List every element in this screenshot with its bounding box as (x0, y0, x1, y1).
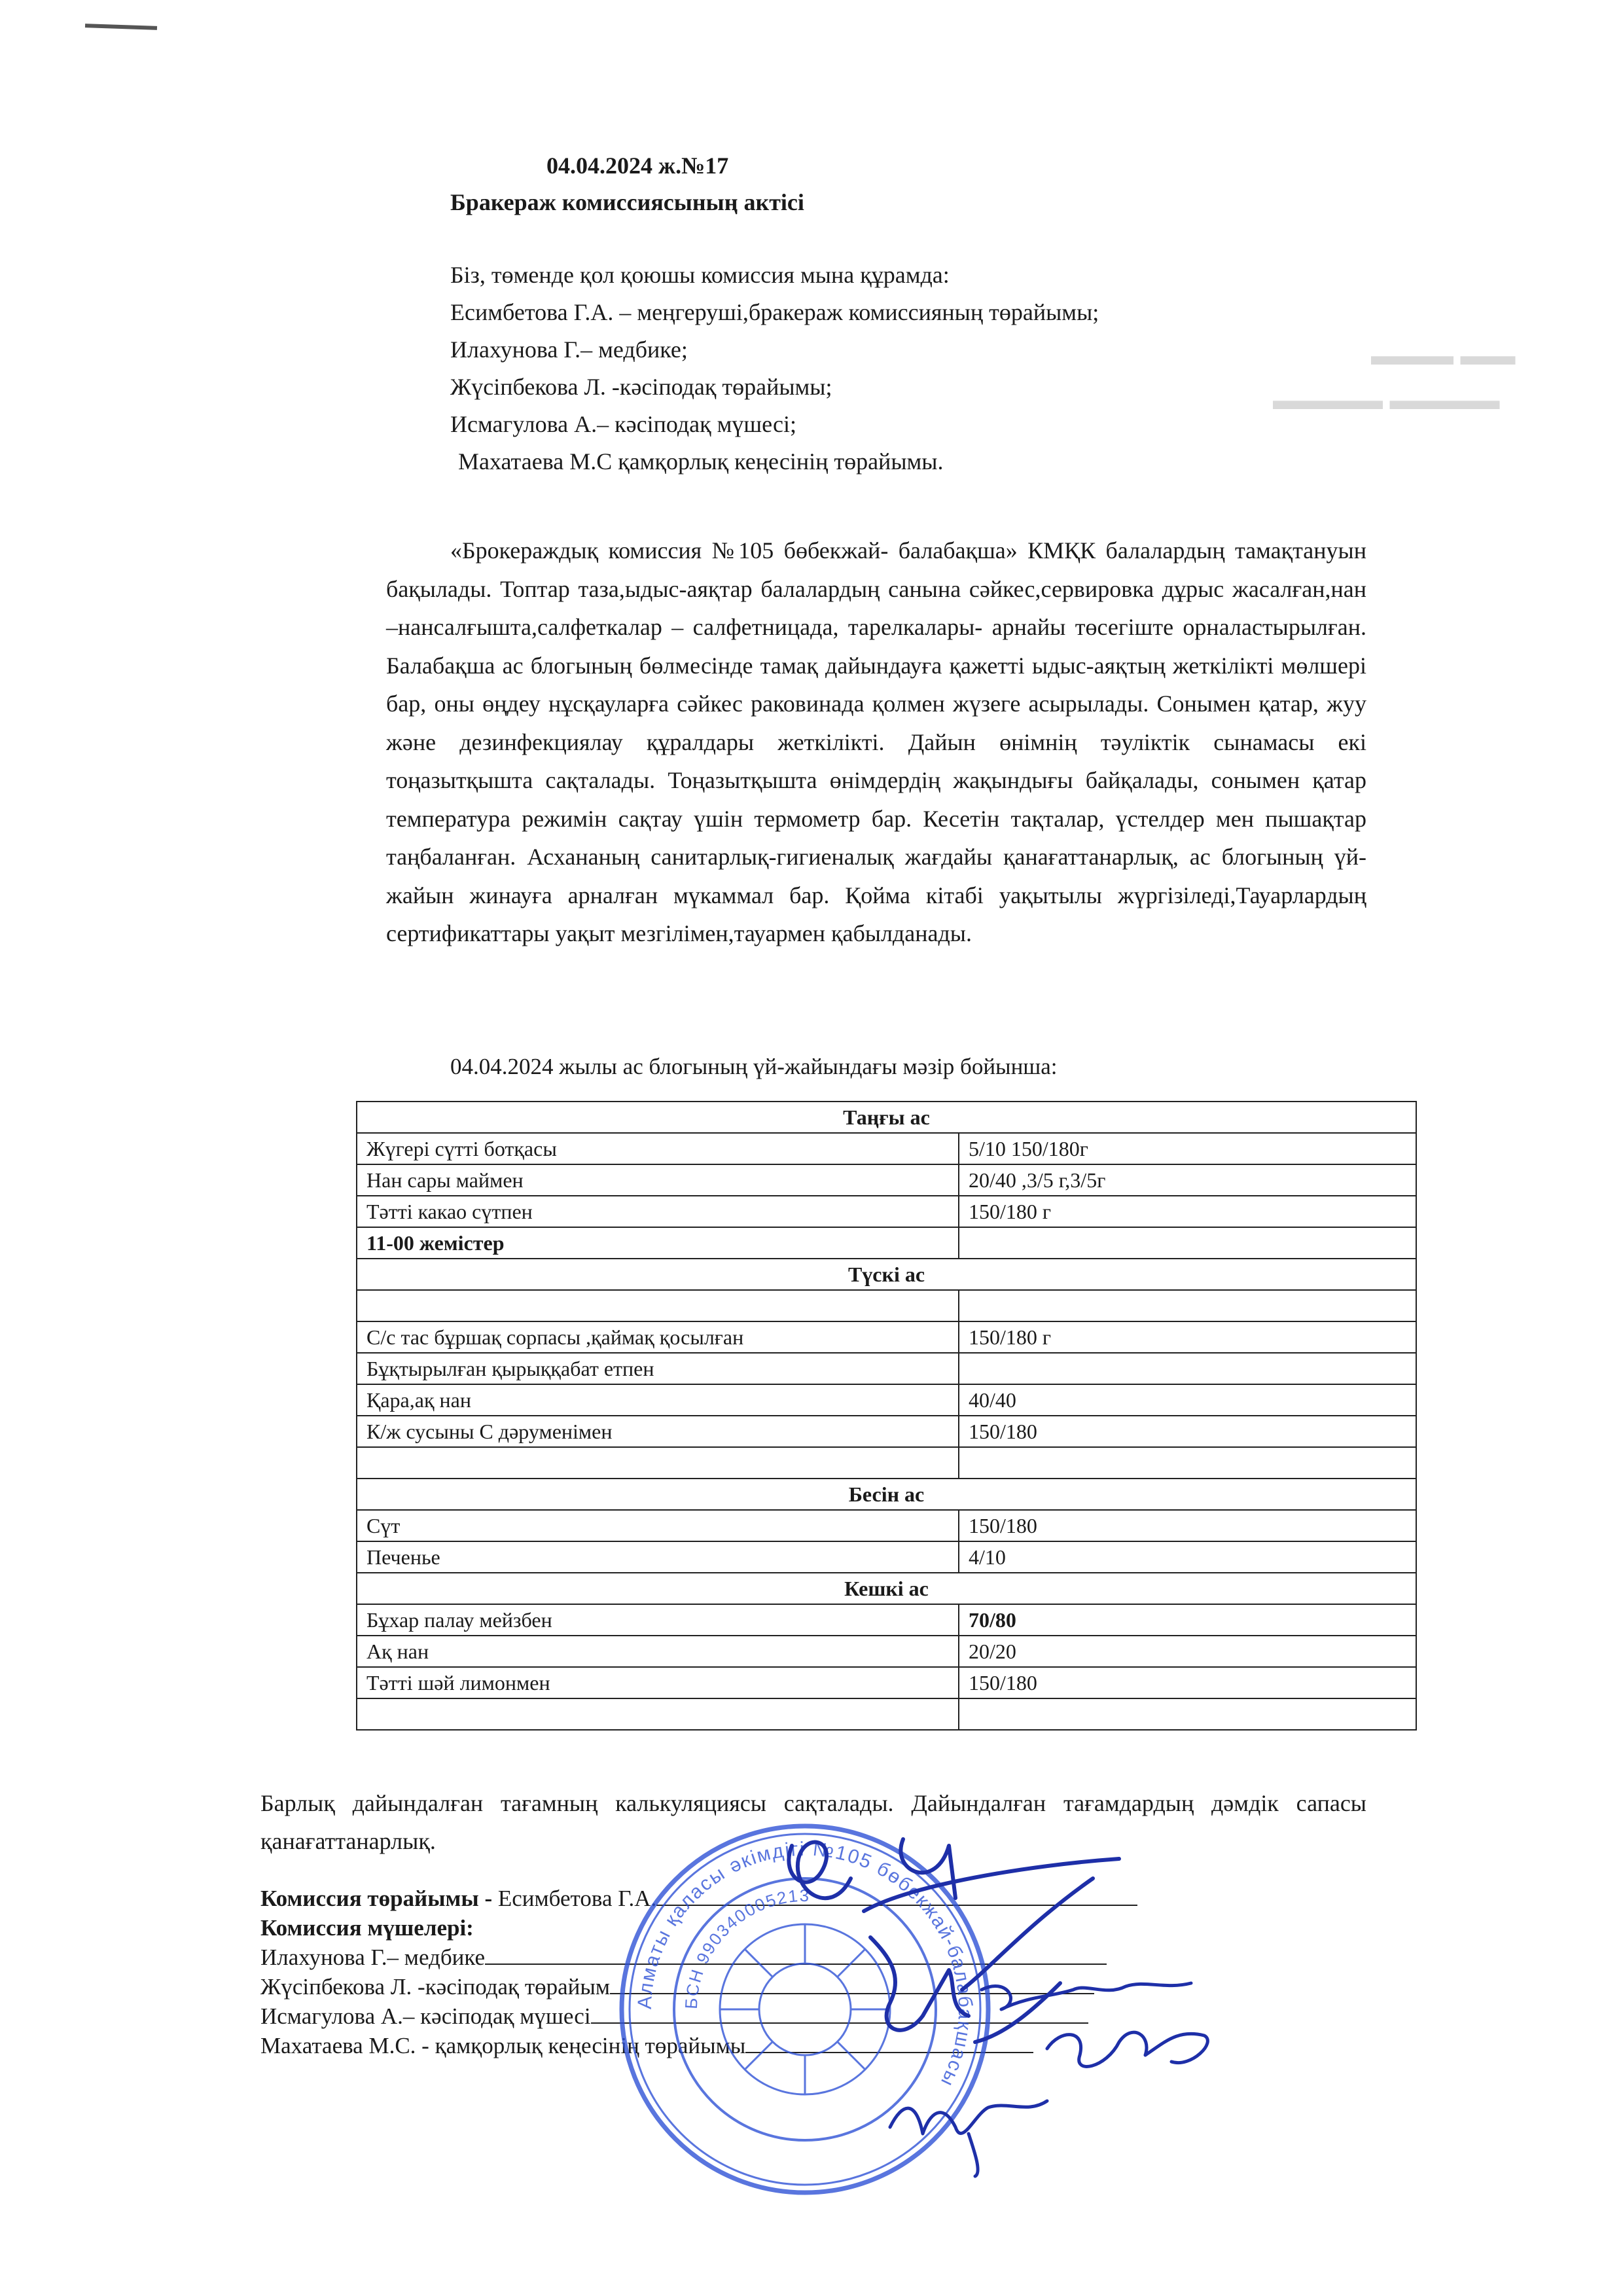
table-row (357, 1321, 1416, 1353)
table-row (357, 1416, 1416, 1447)
handwritten-signature (877, 2075, 1099, 2179)
dish-name: С/с тас бұршақ сорпасы ,қаймақ қосылған (357, 1321, 959, 1353)
dish-portion: 150/180 г (959, 1196, 1416, 1227)
stamp-number-text: БСН 990340005213 (681, 1885, 811, 2010)
chair-name: Есимбетова Г.А. (492, 1886, 657, 1911)
member-line: Махатаева М.С қамқорлық кеңесінің төрайымы. (458, 448, 944, 475)
table-row (357, 1196, 1416, 1227)
menu-table (356, 1101, 1417, 1731)
member-name: Жүсіпбекова Л. -кәсіподақ төрайым (260, 1974, 611, 2000)
dish-portion: 20/40 ,3/5 г,3/5г (959, 1164, 1416, 1196)
table-row (357, 1133, 1416, 1164)
member-name: Исмагулова А.– кәсіподақ мүшесі (260, 2003, 591, 2029)
member-line: Илахунова Г.– медбике; (450, 336, 688, 363)
dish-portion (959, 1447, 1416, 1479)
show-through-text: ▬▬▬ ▬▬ (1371, 341, 1516, 371)
dish-name: Тәтті какао сүтпен (357, 1196, 959, 1227)
dish-name (357, 1290, 959, 1321)
inspection-paragraph (386, 531, 1366, 953)
commission-intro (450, 257, 1099, 480)
menu-caption: 04.04.2024 жылы ас блогының үй-жайындағы мәзір бойынша: (450, 1054, 1058, 1079)
dish-portion (959, 1290, 1416, 1321)
stamp-ring-text: Алматы қаласы әкімдігі №105 бөбекжай-балабақшасы (633, 1838, 976, 2091)
dish-portion: 150/180 (959, 1510, 1416, 1541)
dish-name: Сүт (357, 1510, 959, 1541)
section-breakfast: Таңғы ас (357, 1102, 1416, 1133)
dish-portion (959, 1353, 1416, 1384)
dish-name: Печенье (357, 1541, 959, 1573)
dish-name: Жүгері сүтті ботқасы (357, 1133, 959, 1164)
dish-portion: 150/180 (959, 1667, 1416, 1698)
dish-portion (959, 1227, 1416, 1259)
dish-portion: 4/10 (959, 1541, 1416, 1573)
table-row (357, 1290, 1416, 1321)
document-title: Бракераж комиссиясының актісі (450, 189, 804, 215)
dish-name (357, 1447, 959, 1479)
dish-name: К/ж сусыны С дәруменімен (357, 1416, 959, 1447)
member-name: Махатаева М.С. - қамқорлық кеңесінің төрайымы (260, 2033, 746, 2058)
dish-name (357, 1698, 959, 1730)
dish-portion (959, 1698, 1416, 1730)
dish-name: Ақ нан (357, 1636, 959, 1667)
table-row (357, 1353, 1416, 1384)
conclusion-text: Барлық дайындалған тағамның калькуляциясы сақталады. Дайындалған тағамдардың дәмдік сапасы қанағаттанарлық. (260, 1790, 1366, 1854)
member-line: Жүсіпбекова Л. -кәсіподақ төрайымы; (450, 374, 832, 400)
dish-name: 11-00 жемістер (357, 1227, 959, 1259)
dish-name: Тәтті шәй лимонмен (357, 1667, 959, 1698)
dish-portion: 150/180 (959, 1416, 1416, 1447)
table-row (357, 1541, 1416, 1573)
members-label: Комиссия мүшелері: (260, 1915, 474, 1941)
dish-name: Бұқтырылған қырыққабат етпен (357, 1353, 959, 1384)
section-snack: Бесін ас (357, 1479, 1416, 1510)
table-row (357, 1384, 1416, 1416)
table-row (357, 1510, 1416, 1541)
member-name: Илахунова Г.– медбике (260, 1945, 486, 1970)
show-through-text: ▬▬▬▬ ▬▬▬▬ (1273, 386, 1500, 416)
section-lunch: Түскі ас (357, 1259, 1416, 1290)
table-row (357, 1164, 1416, 1196)
dish-portion: 150/180 г (959, 1321, 1416, 1353)
table-row (357, 1636, 1416, 1667)
inspection-text: «Брокераждық комиссия №105 бөбекжай- балабақша» КМҚК балалардың тамақтануын бақылады. Топтар таза,ыдыс-аяқтар балалардың санына сәйкес,сервировка дұрыс жасалған,нан –нансалғышта,салфеткалар – салфетницада, тарелкалары- арнайы төсегіште орналастырылған. Балабақша ас блогының бөлмесінде тамақ дайындауға қажетті ыдыс-аяқтың жеткілікті мөлшері бар, оны өңдеу нұсқауларға сәйкес раковинада қолмен жүзеге асырылады. Сонымен қатар, жуу және дезинфекциялау құралдары жеткілікті. Дайын өнімнің тәуліктік сынамасы екі тоңазытқышта сақталады. Тоңазытқышта өнімдердің жақындығы байқалады, сонымен қатар температура режимін сақтау үшін термометр бар. Кесетін тақталар, үстелдер мен пышақтар таңбаланған. Асхананың санитарлық-гигиеналық жағдайы қанағаттанарлық, ас блогының үй-жайын жинауға арналған мүкаммал бар. Қойма кітабі уақытылы жүргізіледі,Тауарлардың сертификаттары уақыт мезгілімен,тауармен қабылданады. (386, 537, 1366, 946)
table-row (357, 1604, 1416, 1636)
dish-name: Нан сары маймен (357, 1164, 959, 1196)
chair-label: Комиссия төрайымы - (260, 1886, 493, 1911)
member-line: Исмагулова А.– кәсіподақ мүшесі; (450, 411, 796, 437)
dish-portion: 5/10 150/180г (959, 1133, 1416, 1164)
table-row (357, 1447, 1416, 1479)
dish-portion: 20/20 (959, 1636, 1416, 1667)
table-row (357, 1227, 1416, 1259)
dish-portion-bold: 70/80 (969, 1607, 1016, 1632)
table-row (357, 1667, 1416, 1698)
dish-portion: 40/40 (959, 1384, 1416, 1416)
table-row (357, 1698, 1416, 1730)
member-line: Есимбетова Г.А. – меңгеруші,бракераж комиссияның төрайымы; (450, 299, 1099, 325)
intro-lead: Біз, төменде қол қоюшы комиссия мына құрамда: (450, 262, 950, 288)
scan-mark (85, 24, 157, 30)
document-date-number: 04.04.2024 ж.№17 (546, 152, 729, 179)
dish-portion (959, 1604, 1416, 1636)
dish-name: Қара,ақ нан (357, 1384, 959, 1416)
section-dinner: Кешкі ас (357, 1573, 1416, 1604)
dish-name: Бұхар палау мейзбен (357, 1604, 959, 1636)
